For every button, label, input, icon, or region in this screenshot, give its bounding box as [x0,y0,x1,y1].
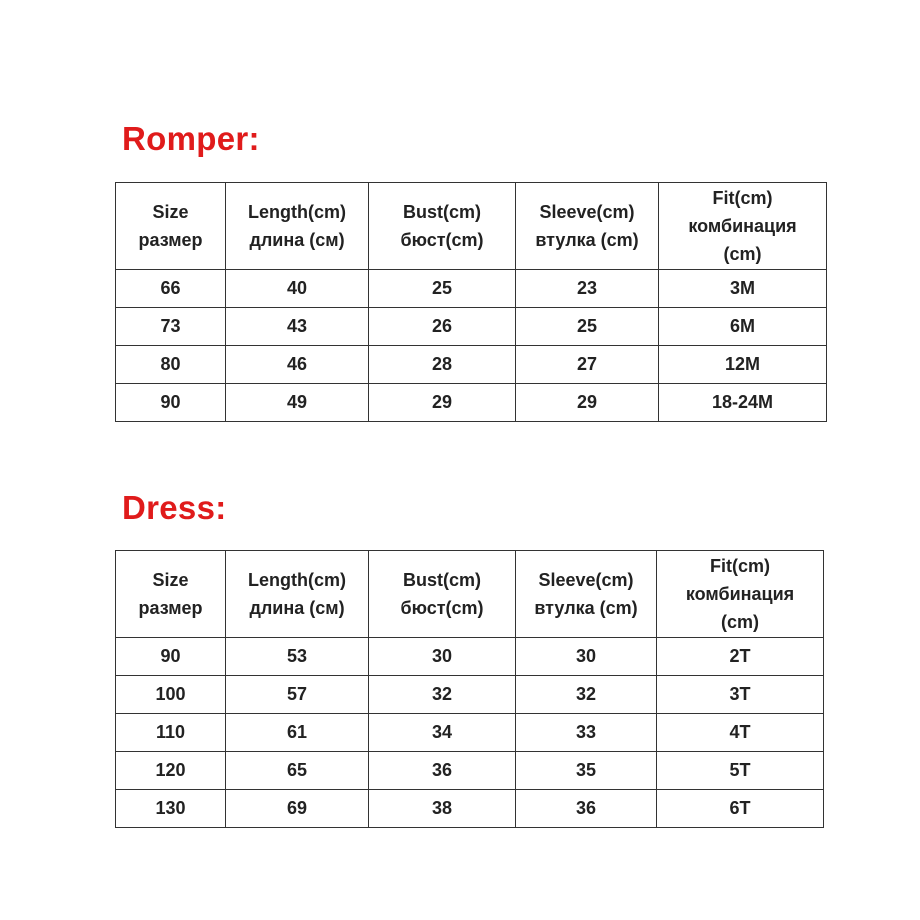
cell-length: 61 [226,714,369,752]
romper-title: Romper: [122,120,260,157]
header-size: Size размер [116,183,226,270]
table-row [116,384,827,422]
header-size: Size размер [116,551,226,638]
cell-length: 40 [226,270,369,308]
cell-fit: 3T [657,676,824,714]
cell-size: 120 [116,752,226,790]
table-row [116,270,827,308]
cell-bust: 30 [369,638,516,676]
cell-length: 65 [226,752,369,790]
cell-size: 90 [116,638,226,676]
cell-sleeve: 33 [516,714,657,752]
cell-bust: 28 [369,346,516,384]
dress-size-table [115,550,824,828]
romper-size-table [115,182,827,422]
table-row [116,676,824,714]
cell-sleeve: 23 [516,270,659,308]
table-row [116,752,824,790]
cell-fit: 6T [657,790,824,828]
cell-size: 66 [116,270,226,308]
cell-length: 46 [226,346,369,384]
cell-size: 110 [116,714,226,752]
table-row [116,638,824,676]
cell-bust: 25 [369,270,516,308]
dress-title: Dress: [122,489,227,526]
table-row [116,790,824,828]
cell-length: 53 [226,638,369,676]
cell-sleeve: 36 [516,790,657,828]
cell-fit: 2T [657,638,824,676]
cell-bust: 36 [369,752,516,790]
table-row [116,346,827,384]
cell-sleeve: 27 [516,346,659,384]
cell-sleeve: 35 [516,752,657,790]
header-sleeve: Sleeve(cm) втулка (cm) [516,551,657,638]
cell-fit: 18-24M [659,384,827,422]
cell-size: 80 [116,346,226,384]
cell-length: 43 [226,308,369,346]
table-header-row [116,183,827,270]
cell-fit: 5T [657,752,824,790]
header-fit: Fit(cm) комбинация (cm) [659,183,827,270]
header-bust: Bust(cm) бюст(cm) [369,551,516,638]
cell-length: 69 [226,790,369,828]
header-sleeve: Sleeve(cm) втулка (cm) [516,183,659,270]
cell-bust: 34 [369,714,516,752]
cell-sleeve: 30 [516,638,657,676]
cell-size: 100 [116,676,226,714]
cell-fit: 3M [659,270,827,308]
cell-size: 73 [116,308,226,346]
table-row [116,714,824,752]
cell-length: 57 [226,676,369,714]
cell-bust: 32 [369,676,516,714]
cell-size: 130 [116,790,226,828]
table-header-row [116,551,824,638]
header-length: Length(cm) длина (см) [226,183,369,270]
cell-fit: 4T [657,714,824,752]
header-length: Length(cm) длина (см) [226,551,369,638]
header-bust: Bust(cm) бюст(cm) [369,183,516,270]
cell-length: 49 [226,384,369,422]
cell-bust: 29 [369,384,516,422]
cell-bust: 26 [369,308,516,346]
header-fit: Fit(cm) комбинация (cm) [657,551,824,638]
cell-bust: 38 [369,790,516,828]
cell-sleeve: 29 [516,384,659,422]
cell-sleeve: 32 [516,676,657,714]
cell-fit: 12M [659,346,827,384]
table-row [116,308,827,346]
cell-sleeve: 25 [516,308,659,346]
cell-fit: 6M [659,308,827,346]
cell-size: 90 [116,384,226,422]
